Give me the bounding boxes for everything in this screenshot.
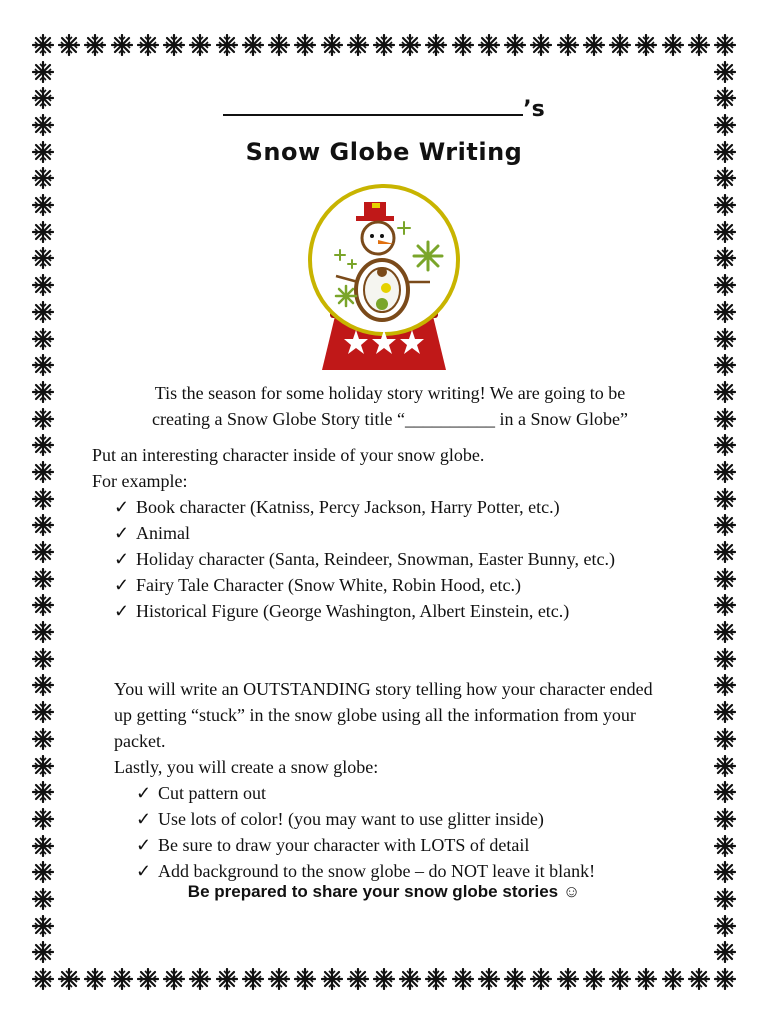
list-item: ✓ Holiday character (Santa, Reindeer, Snowman, Easter Bunny, etc.) — [114, 546, 654, 572]
check-icon: ✓ — [136, 809, 152, 829]
page-title: Snow Globe Writing — [245, 138, 523, 166]
list-item: ✓ Fairy Tale Character (Snow White, Robin Hood, etc.) — [114, 572, 654, 598]
list-item: ✓ Historical Figure (George Washington, Albert Einstein, etc.) — [114, 598, 654, 624]
name-suffix: ’s — [523, 97, 545, 122]
check-icon: ✓ — [136, 783, 152, 803]
check-icon: ✓ — [114, 575, 130, 595]
intro-paragraph — [90, 380, 690, 432]
closing-line: Be prepared to share your snow globe stories ☺ — [187, 882, 581, 901]
check-icon: ✓ — [114, 497, 130, 517]
list-item: ✓ Be sure to draw your character with LOTS of detail — [136, 832, 674, 858]
intro-line-1: Tis the season for some holiday story writing! We are going to be — [154, 383, 626, 403]
globe-steps-list — [136, 780, 674, 884]
story-paragraph: You will write an OUTSTANDING story telling how your character ended up getting “stuck” in the snow globe using all the information from your packet. — [114, 679, 653, 751]
list-item: ✓ Animal — [114, 520, 654, 546]
check-icon: ✓ — [114, 601, 130, 621]
list-item: ✓ Add background to the snow globe – do NOT leave it blank! — [136, 858, 674, 884]
list-item: ✓ Book character (Katniss, Percy Jackson, Harry Potter, etc.) — [114, 494, 654, 520]
name-blank — [223, 92, 523, 116]
check-icon: ✓ — [136, 835, 152, 855]
list-item: ✓ Cut pattern out — [136, 780, 674, 806]
character-list — [114, 494, 654, 624]
student-name-line — [0, 92, 768, 122]
lastly-line: Lastly, you will create a snow globe: — [114, 757, 379, 777]
snow-globe-icon — [300, 182, 468, 374]
example-label: For example: — [92, 471, 188, 491]
character-section — [92, 442, 702, 624]
story-section — [114, 676, 674, 884]
check-icon: ✓ — [114, 549, 130, 569]
green-snowflake-icon — [414, 242, 442, 270]
check-icon: ✓ — [114, 523, 130, 543]
check-icon: ✓ — [136, 861, 152, 881]
list-item: ✓ Use lots of color! (you may want to use glitter inside) — [136, 806, 674, 832]
character-prompt: Put an interesting character inside of your snow globe. — [92, 445, 485, 465]
intro-line-2: creating a Snow Globe Story title “__________ in a Snow Globe” — [152, 409, 628, 429]
